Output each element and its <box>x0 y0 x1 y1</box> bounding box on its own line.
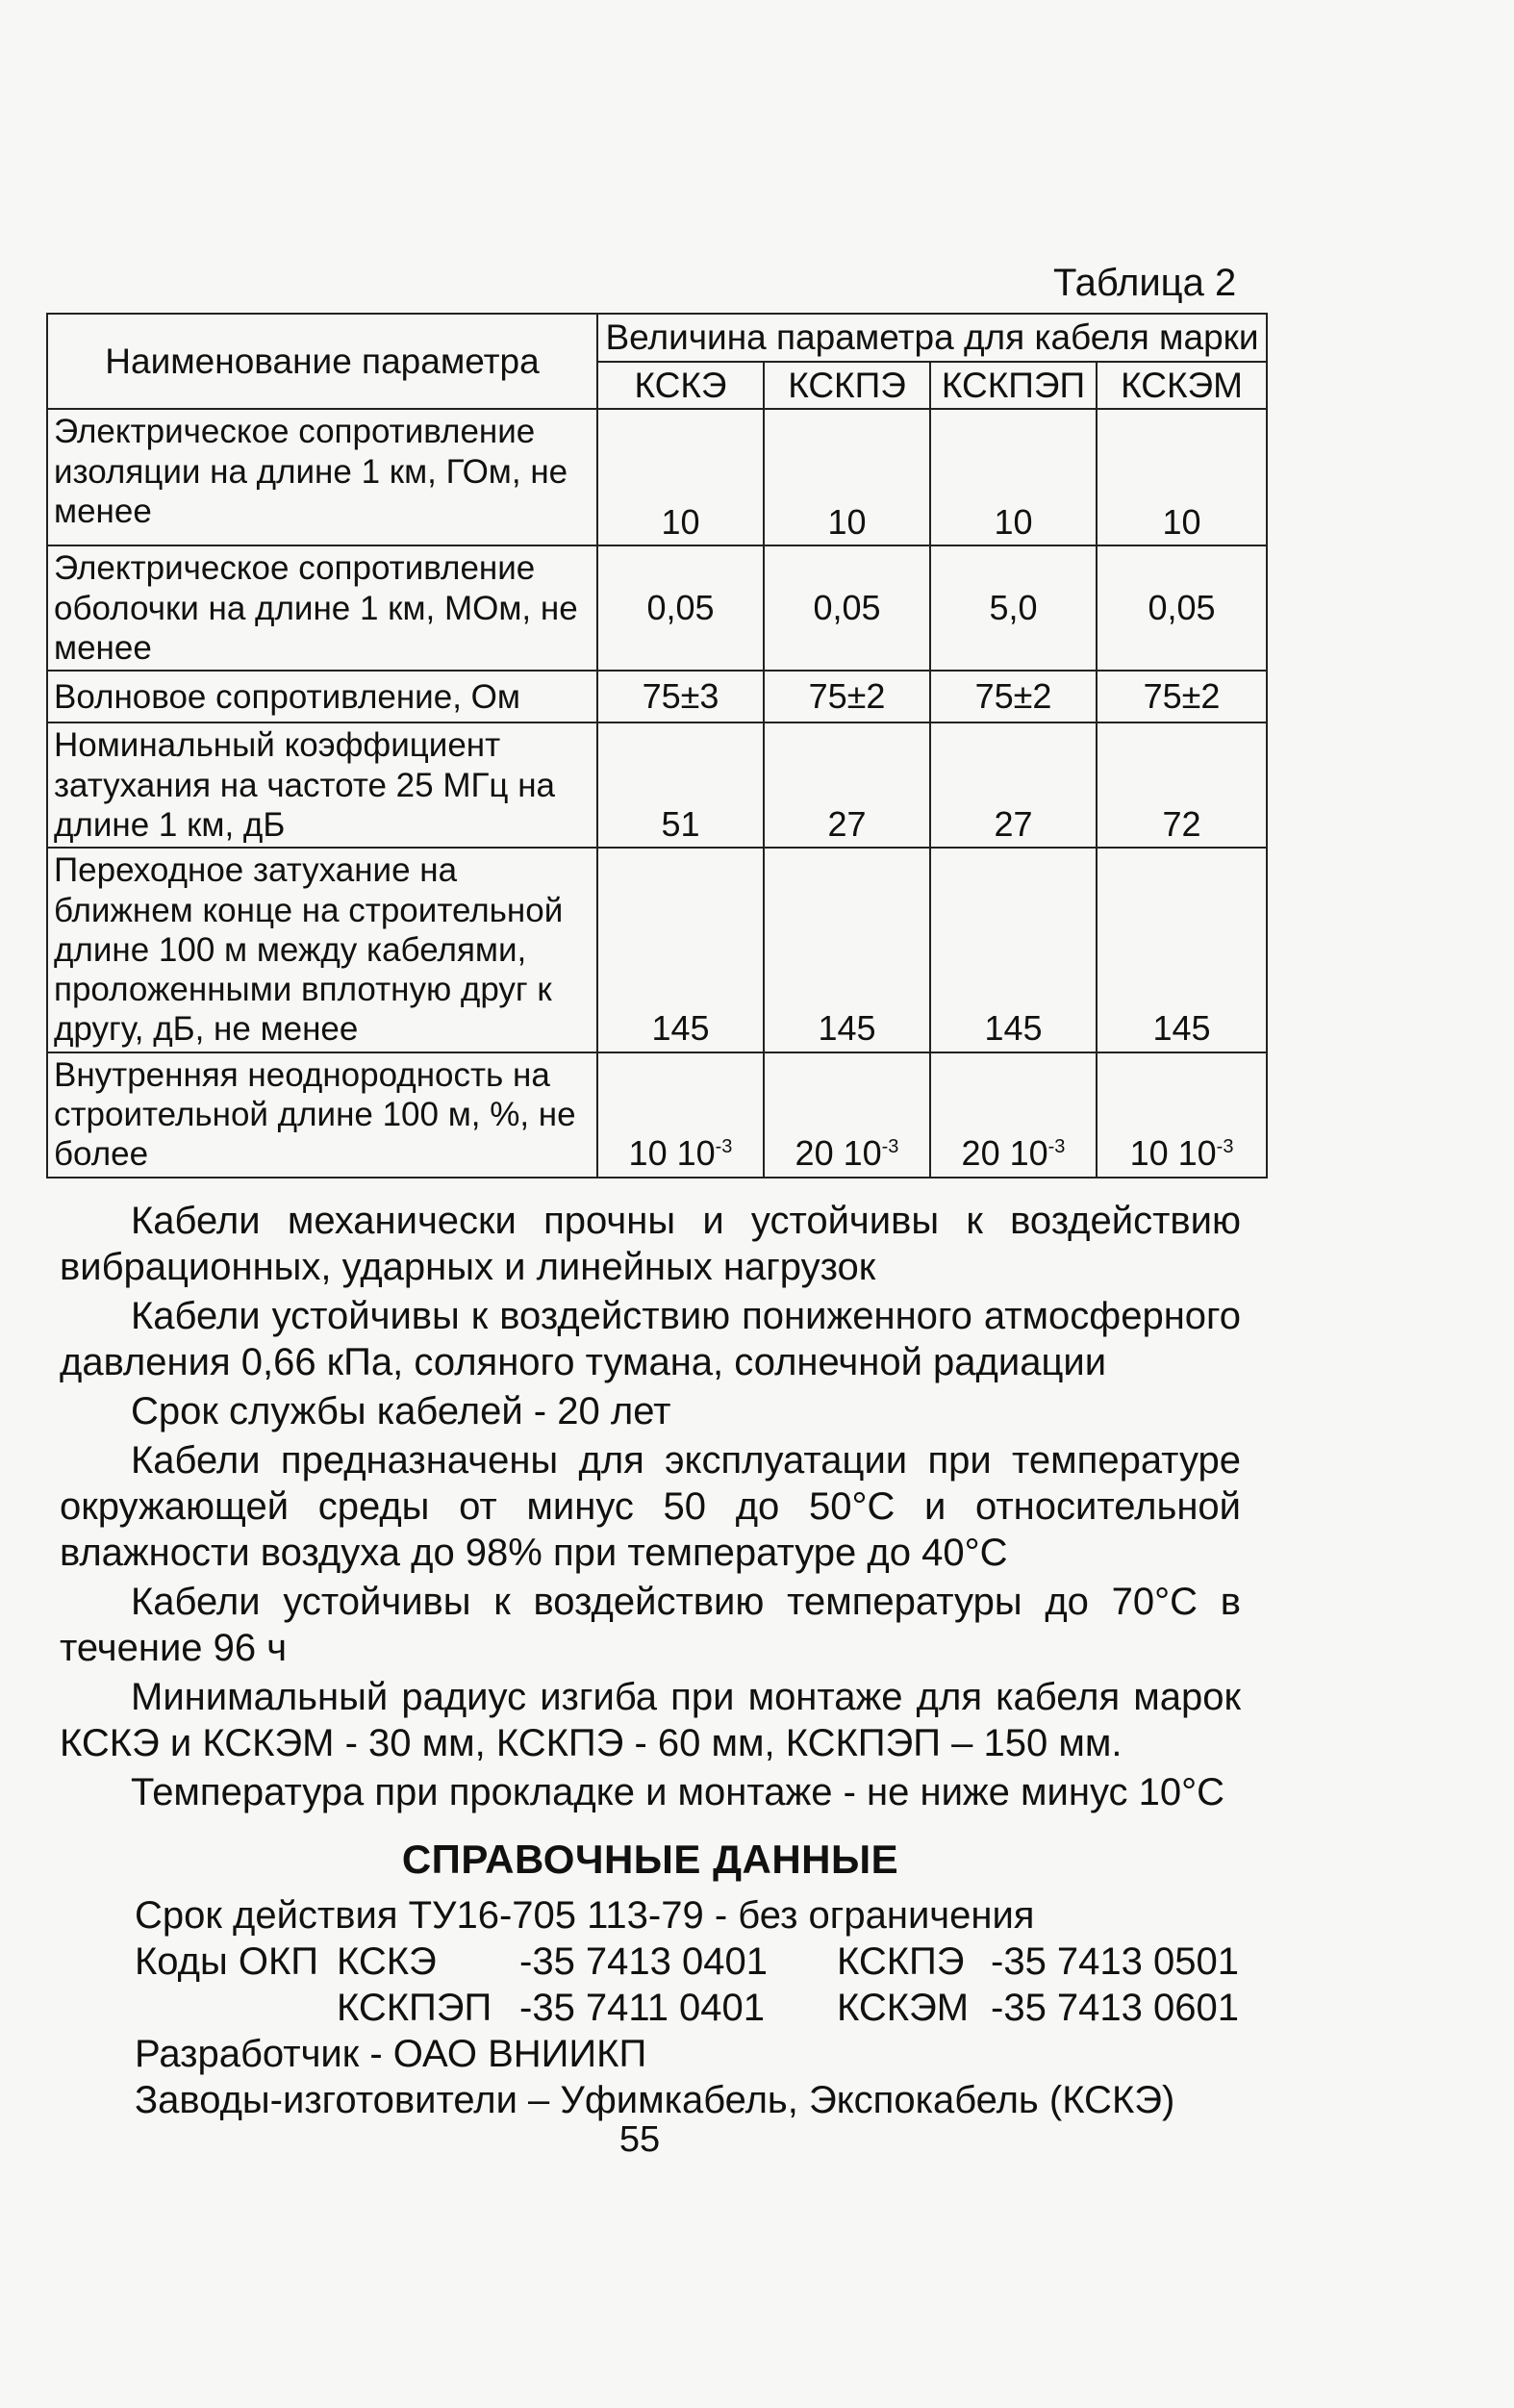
param-value: 75±2 <box>764 671 930 722</box>
okp-codes <box>60 1939 1241 2031</box>
code-brand: КСКПЭП <box>337 1987 492 2029</box>
param-value: 75±3 <box>597 671 764 722</box>
param-value: 10 <box>930 409 1097 545</box>
value-base: 20 10 <box>961 1133 1048 1174</box>
value-exponent: -3 <box>1216 1136 1234 1158</box>
code-brand: КСКЭ <box>337 1940 437 1983</box>
brand-header-kskem: КСКЭМ <box>1097 362 1267 410</box>
param-value: 0,05 <box>764 545 930 671</box>
param-value: 145 <box>1097 848 1267 1052</box>
param-name: Электрическое сопротивление оболочки на длине 1 км, МОм, не менее <box>47 545 597 671</box>
param-value: 51 <box>597 722 764 848</box>
param-name: Внутренняя неоднородность на строительной длине 100 м, %, не более <box>47 1052 597 1178</box>
code-brand: КСКЭМ <box>837 1987 970 2029</box>
param-value: 27 <box>764 722 930 848</box>
page-number: 55 <box>618 2119 661 2160</box>
paragraph: Срок службы кабелей - 20 лет <box>131 1390 671 1432</box>
code-value: -35 7413 0501 <box>991 1940 1240 1983</box>
param-name: Номинальный коэффициент затухания на частоте 25 МГц на длине 1 км, дБ <box>47 722 597 848</box>
table-row <box>47 848 1267 1052</box>
param-value: 145 <box>930 848 1097 1052</box>
table-row <box>47 671 1267 722</box>
body-text <box>60 1198 1241 2123</box>
param-value: 0,05 <box>597 545 764 671</box>
param-name-header: Наименование параметра <box>47 314 597 409</box>
value-base: 10 10 <box>1129 1133 1217 1174</box>
param-name: Переходное затухание на ближнем конце на строительной длине 100 м между кабелями, проложенными вплотную друг к другу, дБ, не менее <box>47 848 597 1052</box>
value-exponent: -3 <box>715 1136 733 1158</box>
table-row <box>47 722 1267 848</box>
brand-header-kskpep: КСКПЭП <box>930 362 1097 410</box>
param-value: 10 <box>764 409 930 545</box>
value-base: 20 10 <box>795 1133 882 1174</box>
param-value: 75±2 <box>930 671 1097 722</box>
code-value: -35 7413 0401 <box>519 1940 769 1983</box>
param-value: 145 <box>597 848 764 1052</box>
param-name: Электрическое сопротивление изоляции на длине 1 км, ГОм, не менее <box>47 409 597 545</box>
table-row <box>47 409 1267 545</box>
param-value: 10 <box>1097 409 1267 545</box>
paragraph: Кабели механически прочны и устойчивы к воздействию вибрационных, ударных и линейных нагрузок <box>60 1200 1241 1288</box>
param-value: 72 <box>1097 722 1267 848</box>
param-value <box>1097 1052 1267 1178</box>
reference-heading: СПРАВОЧНЫЕ ДАННЫЕ <box>401 1837 899 1882</box>
value-exponent: -3 <box>1047 1136 1066 1158</box>
parameters-table <box>46 313 1268 1179</box>
param-value: 0,05 <box>1097 545 1267 671</box>
validity-line: Срок действия ТУ16-705 113-79 - без ограничения <box>135 1894 1035 1937</box>
param-value: 75±2 <box>1097 671 1267 722</box>
param-value <box>597 1052 764 1178</box>
table-caption: Таблица 2 <box>1053 262 1237 304</box>
code-value: -35 7413 0601 <box>991 1987 1240 2029</box>
code-brand: КСКПЭ <box>837 1940 965 1983</box>
value-exponent: -3 <box>881 1136 899 1158</box>
developer-line: Разработчик - ОАО ВНИИКП <box>135 2033 647 2075</box>
param-value: 10 <box>597 409 764 545</box>
paragraph: Кабели устойчивы к воздействию пониженного атмосферного давления 0,66 кПа, соляного тумана, солнечной радиации <box>60 1295 1241 1383</box>
param-value <box>764 1052 930 1178</box>
param-value-group-header: Величина параметра для кабеля марки <box>597 314 1267 362</box>
codes-spacer <box>135 1985 337 2031</box>
brand-header-kskpe: КСКПЭ <box>764 362 930 410</box>
param-name: Волновое сопротивление, Ом <box>47 671 597 722</box>
code-value: -35 7411 0401 <box>519 1987 766 2029</box>
paragraph: Минимальный радиус изгиба при монтаже для кабеля марок КСКЭ и КСКЭМ - 30 мм, КСКПЭ - 60 мм, КСКПЭП – 150 мм. <box>60 1676 1241 1764</box>
value-base: 10 10 <box>628 1133 716 1174</box>
manufacturers-line: Заводы-изготовители – Уфимкабель, Экспокабель (КСКЭ) <box>135 2079 1175 2121</box>
table-row <box>47 545 1267 671</box>
param-value <box>930 1052 1097 1178</box>
paragraph: Кабели предназначены для эксплуатации при температуре окружающей среды от минус 50 до 50°С и относительной влажности воздуха до 98% при температуре до 40°С <box>60 1439 1241 1574</box>
paragraph: Температура при прокладке и монтаже - не ниже минус 10°С <box>131 1771 1225 1813</box>
paragraph: Кабели устойчивы к воздействию температуры до 70°С в течение 96 ч <box>60 1581 1241 1669</box>
param-value: 5,0 <box>930 545 1097 671</box>
param-value: 27 <box>930 722 1097 848</box>
param-value: 145 <box>764 848 930 1052</box>
table-row <box>47 1052 1267 1178</box>
codes-label: Коды ОКП <box>135 1940 319 1983</box>
brand-header-kske: КСКЭ <box>597 362 764 410</box>
